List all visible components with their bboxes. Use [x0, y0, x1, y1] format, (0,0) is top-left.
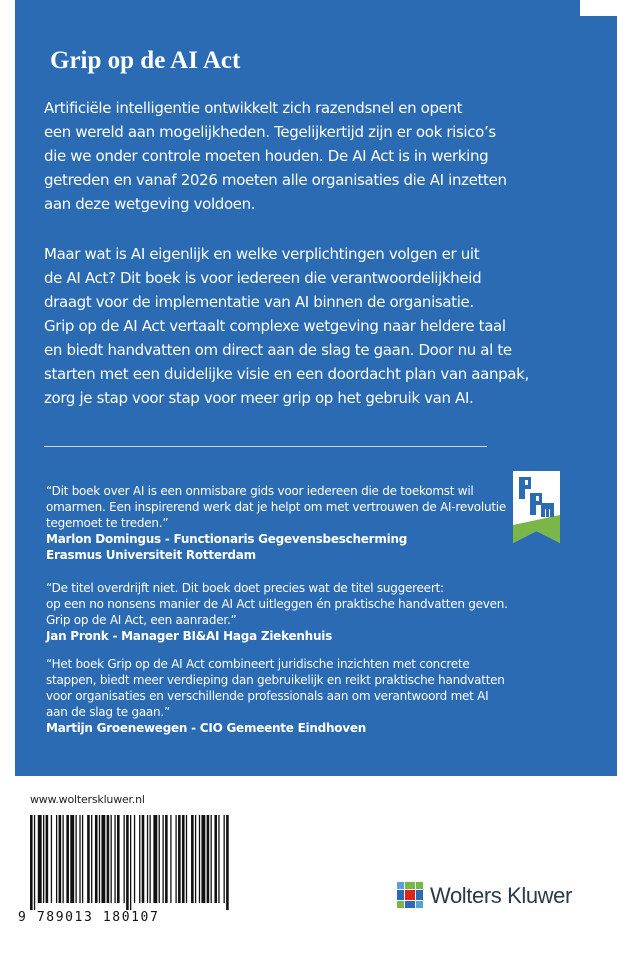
barcode-bar [139, 815, 140, 903]
intro-line: een wereld aan mogelijkheden. Tegelijkertijd zijn er ook risico’s [44, 123, 496, 141]
barcode-bar [62, 815, 63, 903]
intro-line: aan deze wetgeving voldoen. [44, 195, 256, 213]
intro-line: die we onder controle moeten houden. De AI Act is in werking [44, 147, 489, 165]
quote-line: “Dit boek over AI is een onmisbare gids voor iedereen die de toekomst wil [46, 484, 474, 498]
barcode-bar [147, 815, 148, 903]
barcode-bar [218, 815, 219, 903]
quote-line: aan de slag te gaan.” [46, 705, 170, 719]
barcode-bar [46, 815, 49, 903]
barcode-bar [114, 815, 115, 903]
endorsement-quote-3 [46, 656, 506, 736]
intro-line: getreden en vanaf 2026 moeten alle organisaties die AI inzetten [44, 171, 507, 189]
barcode-bar [134, 815, 135, 903]
barcode-bar [51, 815, 52, 903]
description-paragraph [44, 242, 544, 410]
barcode-bar [124, 815, 125, 903]
barcode-bar [178, 815, 181, 903]
barcode-bar [170, 815, 171, 903]
barcode-bar [130, 815, 131, 910]
quote-author-affiliation: Erasmus Universiteit Rotterdam [46, 548, 256, 562]
barcode-icon [30, 815, 230, 910]
barcode-bar [117, 815, 120, 903]
barcode-bar [182, 815, 185, 903]
publisher-website[interactable]: www.wolterskluwer.nl [30, 793, 145, 806]
description-line: draagt voor de implementatie van AI binnen de organisatie. [44, 293, 474, 311]
barcode-bar [186, 815, 187, 903]
barcode-bar [159, 815, 160, 903]
section-divider [44, 446, 487, 447]
barcode-bar [95, 815, 98, 903]
quote-author: Jan Pronk - Manager BI&AI Haga Ziekenhuis [46, 629, 332, 643]
barcode-bar [191, 815, 194, 903]
quote-line: Grip op de AI Act, een aanrader.” [46, 613, 237, 627]
barcode-bar [214, 815, 217, 903]
barcode-bar [211, 815, 212, 903]
quote-line: “Het boek Grip op de AI Act combineert juridische inzichten met concrete [46, 657, 470, 671]
publisher-name: Wolters Kluwer [430, 883, 572, 908]
description-line: starten met een duidelijke visie en een doordacht plan van aanpak, [44, 365, 529, 383]
description-line: Grip op de AI Act vertaalt complexe wetgeving naar heldere taal [44, 317, 506, 335]
quote-line: “De titel overdrijft niet. Dit boek doet precies wat de titel suggereert: [46, 581, 444, 595]
barcode-bar [201, 815, 205, 903]
intro-paragraph [44, 96, 544, 216]
barcode-bar [66, 815, 69, 903]
barcode-bar [30, 815, 33, 910]
barcode-bar [43, 815, 44, 903]
barcode-bar [175, 815, 176, 903]
endorsement-quote-1 [46, 483, 506, 563]
quote-line: op een no nonsens manier de AI Act uitleggen én praktische handvatten geven. [46, 597, 508, 611]
barcode-bar [195, 815, 196, 903]
barcode-bar [107, 815, 110, 903]
quote-author: Marlon Domingus - Functionaris Gegevensbescherming [46, 532, 408, 546]
barcode-bar [101, 815, 105, 903]
description-line: de AI Act? Dit boek is voor iedereen die verantwoordelijkheid [44, 269, 482, 287]
ppm-logo-icon [513, 471, 560, 543]
quote-line: stappen, biedt meer verdieping dan gebruikelijk en reikt praktische handvatten [46, 673, 505, 687]
barcode-bar [165, 815, 168, 903]
wolters-kluwer-logo-icon [397, 882, 423, 908]
barcode-bar [75, 815, 76, 903]
barcode-bar [87, 815, 90, 903]
quote-line: tegemoet te treden.” [46, 516, 169, 530]
barcode-bar [38, 815, 42, 903]
barcode-bar [149, 815, 150, 903]
barcode-bar [199, 815, 200, 903]
barcode-bar [224, 815, 225, 903]
barcode-bar [79, 815, 80, 903]
barcode-bar [34, 815, 35, 910]
barcode-bar [70, 815, 74, 903]
isbn-number: 9 789013 180107 [18, 910, 160, 925]
barcode-bar [207, 815, 210, 903]
barcode-bar [142, 815, 145, 903]
endorsement-quote-2 [46, 580, 506, 644]
quote-line: voor organisaties en verschillende professionals aan om verantwoord met AI [46, 689, 489, 703]
description-line: Maar wat is AI eigenlijk en welke verplichtingen volgen er uit [44, 245, 480, 263]
cover-top-right-gap [580, 0, 632, 16]
barcode-bar [226, 815, 229, 910]
cover-top-strip [15, 0, 580, 16]
barcode-bar [99, 815, 100, 903]
barcode-bar [56, 815, 57, 903]
barcode-bar [153, 815, 157, 903]
barcode-bar [162, 815, 163, 903]
barcode-bar [126, 815, 129, 910]
quote-line: omarmen. Een inspirerend werk dat je helpt om met vertrouwen de AI-revolutie [46, 500, 507, 514]
description-line: en biedt handvatten om direct aan de slag te gaan. Door nu al te [44, 341, 512, 359]
quote-author: Martijn Groenewegen - CIO Gemeente Eindhoven [46, 721, 367, 735]
barcode-bar [59, 815, 62, 903]
description-line: zorg je stap voor stap voor meer grip op het gebruik van AI. [44, 389, 474, 407]
barcode-bar [82, 815, 83, 903]
barcode-bar [111, 815, 112, 903]
intro-line: Artificiële intelligentie ontwikkelt zich razendsnel en opent [44, 99, 463, 117]
book-title: Grip op de AI Act [50, 47, 241, 74]
barcode-bar [91, 815, 92, 903]
